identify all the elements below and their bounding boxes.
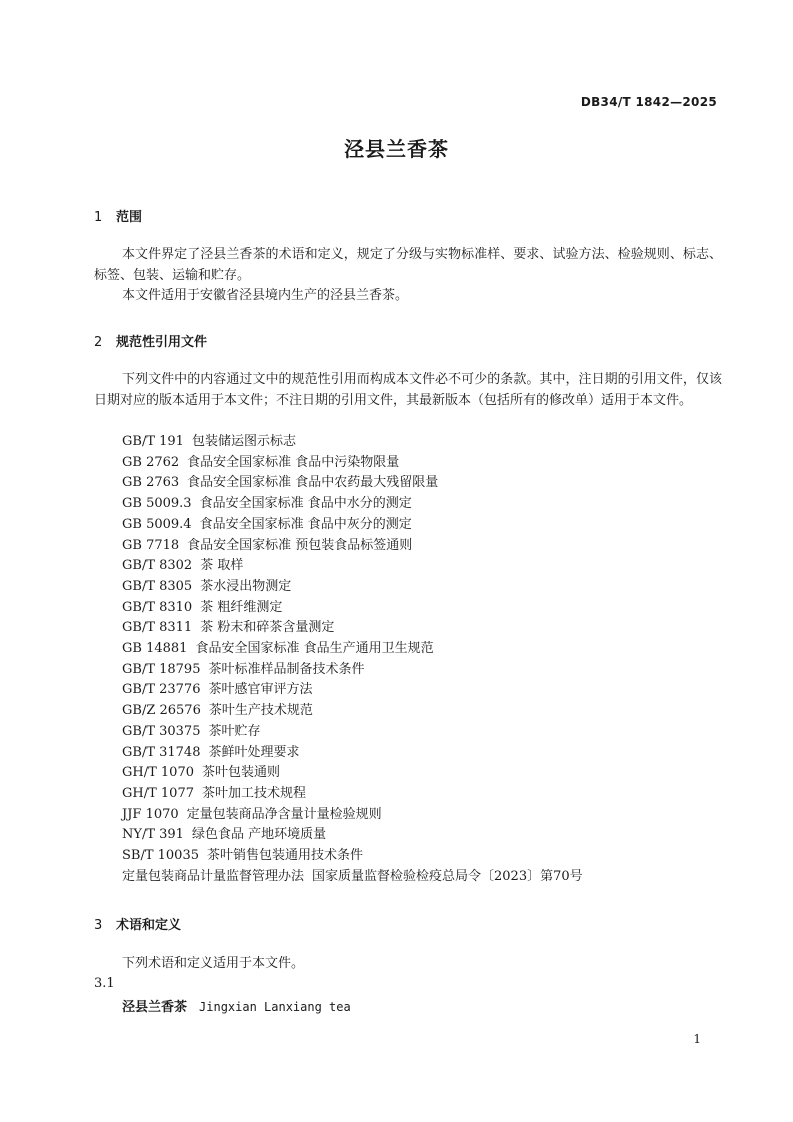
reference-code: SB/T 10035: [122, 848, 199, 864]
section-heading-terms: [94, 914, 181, 933]
reference-name: 茶叶包装通则: [202, 765, 281, 781]
term-entry-number: 3.1: [94, 976, 115, 991]
reference-code: GB/T 18795: [122, 661, 201, 677]
reference-name: 食品安全国家标准 食品生产通用卫生规范: [195, 641, 434, 657]
scope-paragraph-1: 本文件界定了泾县兰香茶的术语和定义，规定了分级与实物标准样、要求、试验方法、检验规则、标志、标签、包装、运输和贮存。: [94, 247, 722, 283]
section-number: 3: [94, 918, 103, 933]
reference-item: [122, 743, 583, 764]
reference-item: [122, 722, 583, 743]
reference-code: GB/T 8310: [122, 599, 193, 615]
reference-name: 茶 粉末和碎茶含量测定: [200, 620, 335, 636]
reference-name: 茶叶贮存: [208, 723, 261, 739]
section-title: 规范性引用文件: [116, 335, 208, 350]
reference-list: [122, 432, 583, 887]
reference-name: 茶叶生产技术规范: [208, 703, 313, 719]
reference-item: [122, 701, 583, 722]
term-entry: [122, 996, 351, 1015]
reference-code: GB/T 191: [122, 434, 184, 449]
reference-name: 茶叶感官审评方法: [208, 682, 313, 698]
reference-item: [122, 453, 583, 474]
reference-name: 食品安全国家标准 食品中污染物限量: [187, 454, 400, 470]
reference-item: [122, 867, 583, 888]
reference-code: JJF 1070: [122, 806, 179, 822]
reference-item: [122, 784, 583, 805]
reference-code: GB 2763: [122, 475, 180, 491]
reference-item: [122, 639, 583, 660]
reference-code: NY/T 391: [122, 827, 184, 843]
reference-name: 定量包装商品净含量计量检验规则: [186, 806, 382, 822]
reference-code: GB 5009.4: [122, 516, 192, 532]
reference-code: GB/T 23776: [122, 682, 201, 698]
section-title: 范围: [116, 210, 143, 225]
reference-item: [122, 846, 583, 867]
reference-item: [122, 618, 583, 639]
page-number: 1: [693, 1032, 701, 1046]
reference-name: 食品安全国家标准 食品中水分的测定: [199, 496, 412, 512]
section-number: 1: [94, 210, 103, 225]
reference-code: GB/T 8305: [122, 578, 193, 594]
reference-item: [122, 825, 583, 846]
reference-code: GH/T 1070: [122, 765, 194, 781]
reference-name: 食品安全国家标准 预包装食品标签通则: [187, 537, 413, 553]
reference-name: 茶水浸出物测定: [200, 578, 292, 594]
reference-code: GB/T 30375: [122, 723, 201, 739]
reference-code: GB/T 8311: [122, 620, 193, 636]
reference-code: GB 14881: [122, 641, 188, 657]
normative-refs-intro: 下列文件中的内容通过文中的规范性引用而构成本文件必不可少的条款。其中，注日期的引用文件，仅该日期对应的版本适用于本文件；不注日期的引用文件，其最新版本（包括所有的修改单）适用于本文件。: [94, 372, 722, 408]
reference-code: GH/T 1077: [122, 785, 194, 801]
reference-item: [122, 763, 583, 784]
terms-intro: 下列术语和定义适用于本文件。: [122, 956, 305, 971]
document-title: 泾县兰香茶: [344, 137, 449, 161]
reference-code: GB 5009.3: [122, 496, 192, 512]
term-name-zh: 泾县兰香茶: [122, 1000, 188, 1015]
reference-item: [122, 494, 583, 515]
reference-name: 茶叶标准样品制备技术条件: [208, 661, 365, 677]
reference-item: [122, 432, 583, 453]
reference-code: 定量包装商品计量监督管理办法: [122, 868, 305, 884]
reference-item: [122, 680, 583, 701]
reference-code: GB/T 31748: [122, 744, 201, 760]
section-number: 2: [94, 335, 103, 350]
reference-item: [122, 660, 583, 681]
reference-code: GB/Z 26576: [122, 703, 201, 719]
reference-item: [122, 556, 583, 577]
reference-item: [122, 473, 583, 494]
reference-item: [122, 805, 583, 826]
scope-paragraph-2: 本文件适用于安徽省泾县境内生产的泾县兰香茶。: [122, 288, 409, 303]
reference-item: [122, 515, 583, 536]
section-title: 术语和定义: [116, 918, 182, 933]
section-heading-scope: [94, 206, 142, 225]
reference-name: 茶叶销售包装通用技术条件: [207, 848, 364, 864]
reference-item: [122, 577, 583, 598]
reference-name: 包装储运图示标志: [191, 434, 296, 449]
term-name-en: Jingxian Lanxiang tea: [199, 1000, 351, 1014]
reference-code: GB 7718: [122, 537, 180, 553]
reference-name: 食品安全国家标准 食品中灰分的测定: [199, 516, 412, 532]
section-heading-normative-refs: [94, 331, 207, 350]
reference-name: 茶叶加工技术规程: [202, 785, 307, 801]
reference-item: [122, 598, 583, 619]
reference-name: 茶 粗纤维测定: [200, 599, 283, 615]
reference-item: [122, 536, 583, 557]
reference-code: GB 2762: [122, 454, 180, 470]
reference-name: 绿色食品 产地环境质量: [191, 827, 327, 843]
reference-code: GB/T 8302: [122, 558, 193, 574]
reference-name: 茶 取样: [200, 558, 244, 574]
reference-name: 国家质量监督检验检疫总局令〔2023〕第70号: [312, 868, 583, 884]
reference-name: 食品安全国家标准 食品中农药最大残留限量: [187, 475, 439, 491]
standard-code: DB34/T 1842—2025: [580, 95, 717, 109]
reference-name: 茶鲜叶处理要求: [208, 744, 300, 760]
